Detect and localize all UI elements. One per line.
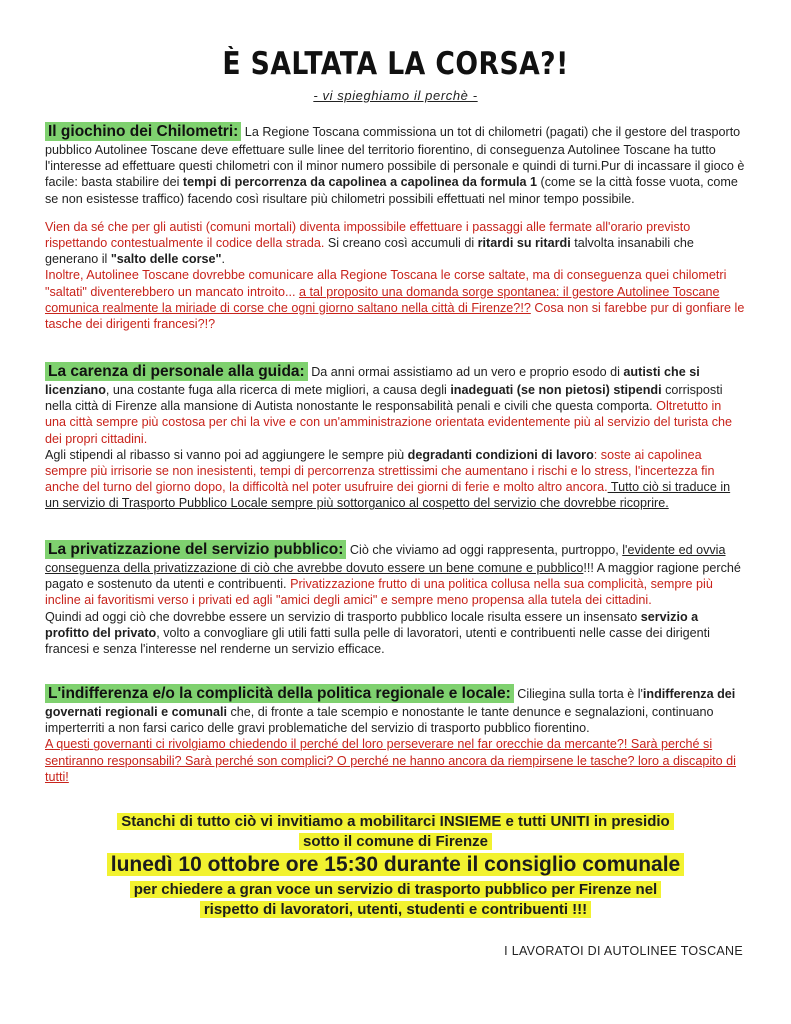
section-privatizzazione-heading: La privatizzazione del servizio pubblico: <box>45 540 346 559</box>
section-carenza-paragraph-1 <box>45 362 745 447</box>
section-carenza <box>45 362 745 512</box>
text-run: Ciò che viviamo ad oggi rappresenta, purtroppo, <box>346 543 623 557</box>
section-privatizzazione-paragraph-1 <box>45 540 745 609</box>
page-title: È SALTATA LA CORSA?! <box>222 46 569 82</box>
text-run-bold: inadeguati (se non pietosi) stipendi <box>450 383 662 397</box>
text-run-red: Inoltre, Autolinee Toscane dovrebbe comunicare alla Regione Toscana le corse saltate, ma di conseguenza quei chilometri "saltati" diventerebbero un mancato introito... <box>45 268 727 299</box>
text-run-red: : soste ai capolinea sempre più irrisorie se non inesistenti, tempi di percorrenza strettissimi che aumentano i rischi e lo stress, l'incertezza fin anche del turno del giorno dopo, la difficoltà nel poter usufruire dei giorni di ferie e molto altro ancora. <box>45 447 715 495</box>
text-run: che, di fronte a tale scempio e nonostante le tante denunce e segnalazioni, continuano imperterriti a non farsi carico delle gravi problematiche del servizio di trasporto pubblico fiorentino. <box>45 705 714 736</box>
section-indifferenza-heading: L'indifferenza e/o la complicità della politica regionale e locale: <box>45 684 514 703</box>
text-run: talvolta insanabili che generano il <box>45 236 694 267</box>
text-run-red: Privatizzazione frutto di una politica collusa nella sua complicità, sempre più incline ai favoritismi verso i privati ed agli "amici degli amici" e sempre meno propensa alla tutela dei cittadini. <box>45 577 713 608</box>
section-privatizzazione-paragraph-2 <box>45 609 745 658</box>
section-chilometri-paragraph-1 <box>45 122 745 207</box>
text-run-bold: "salto delle corse" <box>110 252 222 267</box>
section-chilometri-paragraph-3 <box>45 267 745 332</box>
text-run: Ciliegina sulla torta è l' <box>513 687 643 701</box>
text-run: , una costante fuga alla ricerca di mete migliori, a causa degli <box>105 383 451 397</box>
text-run: !!! A maggior ragione perché pagato e sostenuto da utenti e contribuenti. <box>45 561 741 592</box>
callout-line-3: per chiedere a gran voce un servizio di trasporto pubblico per Firenze nel <box>130 881 661 898</box>
text-run: , volto a convogliare gli utili fatti sulla pelle di lavoratori, utenti e contribuenti nelle casse dei dirigenti francesi e senza l'interesse nel renderne un servizio efficace. <box>45 625 710 657</box>
section-privatizzazione <box>45 540 745 657</box>
text-run: La Regione Toscana commissiona un tot di chilometri (pagati) che il gestore del trasporto pubblico Autolinee Toscane deve effettuare sulle linee del territorio fiorentino, di conseguenza Autolinee Toscane ha tutto l'interesse ad effettuare questi chilometri con il minor numero possibile di personale e quindi di turni.Pur di incassare il gioco è facile: basta stabilire dei <box>45 125 745 190</box>
callout-intro <box>0 812 791 852</box>
text-run-bold: degradanti condizioni di lavoro <box>407 447 594 462</box>
callout-date <box>0 852 791 878</box>
section-chilometri <box>45 122 745 332</box>
text-run-bold: tempi di percorrenza da capolinea a capolinea da formula 1 <box>182 175 538 190</box>
text-run-bold: servizio a profitto del privato <box>45 609 699 640</box>
text-run-red: Cosa non si farebbe pur di gonfiare le tasche dei dirigenti francesi?!? <box>45 300 745 332</box>
section-carenza-heading: La carenza di personale alla guida: <box>45 362 308 381</box>
callout-line-4: rispetto di lavoratori, utenti, studenti e contribuenti !!! <box>200 901 591 918</box>
text-run: Si creano così accumuli di <box>324 236 478 251</box>
section-indifferenza-paragraph-2 <box>45 736 745 785</box>
text-run-red: Vien da sé che per gli autisti (comuni mortali) diventa impossibile effettuare i passaggi alle fermate all'orario previsto rispettando contestualmente il codice della strada. <box>45 219 691 251</box>
section-indifferenza-paragraph-1 <box>45 684 745 736</box>
text-run: Agli stipendi al ribasso si vanno poi ad aggiungere le sempre più <box>45 447 408 462</box>
text-run: Da anni ormai assistiamo ad un vero e proprio esodo di <box>307 365 624 379</box>
text-run-red: Oltretutto in una città sempre più costosa per chi la vive e con un'amministrazione orientata evidentemente più al servizio del turista che dei propri cittadini. <box>45 399 733 446</box>
text-run: corrisposti nella città di Firenze alla mansione di Autista nonostante le responsabilità penali e civili che questa comporta. <box>45 383 723 414</box>
callout-line-2: sotto il comune di Firenze <box>299 833 492 850</box>
text-run-underlined: l'evidente ed ovvia conseguenza della privatizzazione di ciò che avrebbe dovuto essere un bene comune e pubblico <box>45 543 726 575</box>
text-run-red-underlined: A questi governanti ci rivolgiamo chiedendo il perché del loro perseverare nel far orecchie da mercante?! Sarà perché si sentiranno responsabili? Sarà perché son complici? O perché ne hanno ancora da riempirsene le tasche? loro a discapito di tutti! <box>45 737 736 784</box>
text-run: (come se la città fosse vuota, come se non esistesse traffico) facendo così risultare più chilometri possibili effettuati nel minor tempo possibile. <box>45 175 738 206</box>
text-run-bold: indifferenza dei governati regionali e comunali <box>45 687 736 719</box>
text-run-underlined: Tutto ciò si traduce in un servizio di Trasporto Pubblico Locale sempre più sottorganico al cospetto del servizio che dovrebbe ricoprire. <box>45 480 731 511</box>
text-run-red-underlined: a tal proposito una domanda sorge spontanea: il gestore Autolinee Toscane comunica realmente la miriade di corse che ogni giorno saltano nella città di Firenze?!? <box>45 284 720 315</box>
text-run-bold: ritardi su ritardi <box>477 236 571 251</box>
text-run: . <box>221 252 225 267</box>
callout-outro <box>0 880 791 920</box>
callout-date-line: lunedì 10 ottobre ore 15:30 durante il consiglio comunale <box>107 853 684 876</box>
section-chilometri-paragraph-2 <box>45 219 745 268</box>
signature: I LAVORATOI DI AUTOLINEE TOSCANE <box>504 944 743 958</box>
text-run-bold: autisti che si licenziano <box>45 365 700 397</box>
section-chilometri-heading: Il giochino dei Chilometri: <box>45 122 241 141</box>
text-run: Quindi ad oggi ciò che dovrebbe essere un servizio di trasporto pubblico locale risulta essere un insensato <box>45 609 641 624</box>
page-subtitle: - vi spieghiamo il perchè - <box>313 88 478 103</box>
callout-line-1: Stanchi di tutto ciò vi invitiamo a mobilitarci INSIEME e tutti UNITI in presidio <box>117 813 673 830</box>
section-carenza-paragraph-2 <box>45 447 745 512</box>
section-indifferenza <box>45 684 745 785</box>
